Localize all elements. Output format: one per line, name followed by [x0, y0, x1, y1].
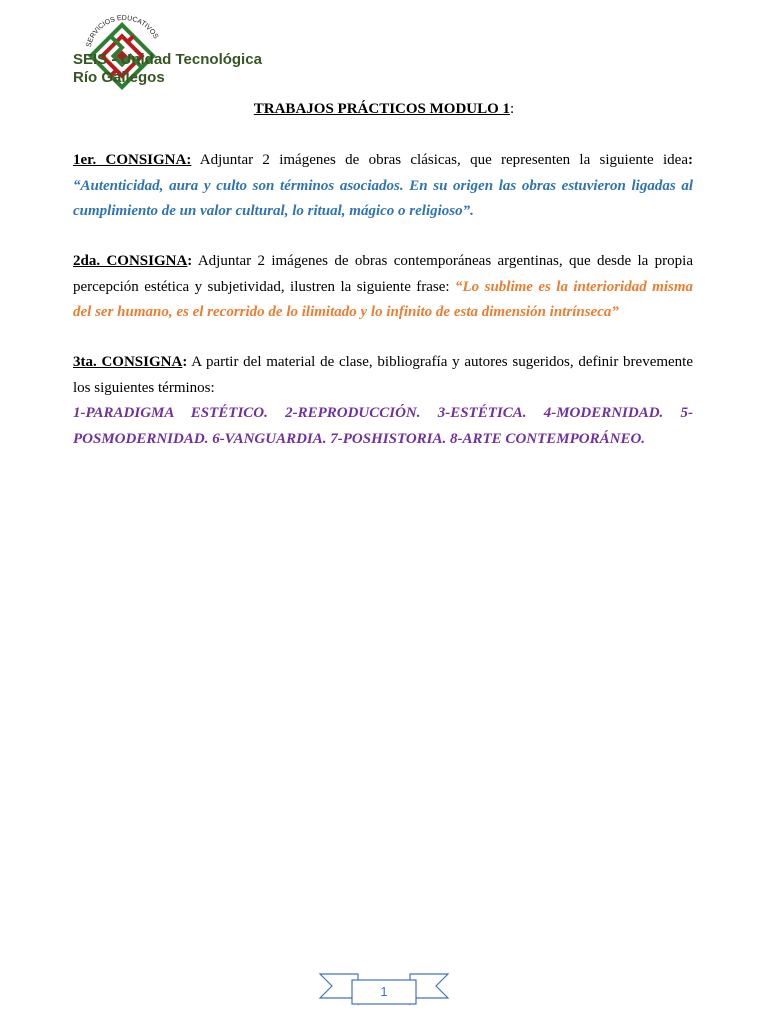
consigna-3-label: 3ta. CONSIGNA: [73, 354, 183, 370]
consigna-3-terms: 1-PARADIGMA ESTÉTICO. 2-REPRODUCCIÓN. 3-ESTÉTICA. 4-MODERNIDAD. 5-POSMODERNIDAD. 6-VANGUARDIA. 7-POSHISTORIA. 8-ARTE CONTEMPORÁNEO.: [73, 405, 693, 447]
consigna-2-quote: “Lo sublime es la interioridad misma del ser humano, es el recorrido de lo ilimitado y lo infinito de esta dimensión intrínseca”: [73, 278, 693, 320]
svg-text:SERVICIOS EDUCATIVOS: [86, 15, 160, 48]
consigna-1-quote: “Autenticidad, aura y culto son términos asociados. En su origen las obras estuvieron ligadas al cumplimiento de un valor cultural, lo ritual, mágico o religioso”.: [73, 177, 693, 219]
document-title: [0, 101, 768, 118]
consigna-1-colon: :: [688, 152, 693, 168]
institution-city: Río Gallegos: [73, 69, 165, 86]
logo-ring-text: SERVICIOS EDUCATIVOS: [85, 14, 160, 49]
consigna-2-label: 2da. CONSIGNA: [73, 253, 188, 269]
consigna-3-colon: :: [182, 354, 188, 370]
consigna-2-body: Adjuntar 2 imágenes de obras contemporáneas argentinas, que desde la propia percepción estética y subjetividad, ilustren la siguiente frase:: [73, 253, 693, 295]
document-title-suffix: :: [510, 101, 515, 117]
consigna-2-colon: :: [187, 253, 193, 269]
institution-name: SEIS - Unidad Tecnológica: [73, 51, 262, 68]
document-title-text: TRABAJOS PRÁCTICOS MODULO 1: [253, 101, 511, 117]
consigna-1-label: 1er. CONSIGNA:: [73, 152, 192, 168]
page-number: 1: [380, 984, 388, 999]
consigna-3-body: A partir del material de clase, bibliografía y autores sugeridos, definir brevemente los siguientes términos:: [73, 354, 694, 396]
institution-header: [73, 51, 262, 87]
consigna-1: [73, 148, 693, 225]
consigna-2: [73, 249, 693, 326]
consigna-3: [73, 350, 693, 452]
consigna-1-body: Adjuntar 2 imágenes de obras clásicas, que representen la siguiente idea: [191, 152, 688, 168]
